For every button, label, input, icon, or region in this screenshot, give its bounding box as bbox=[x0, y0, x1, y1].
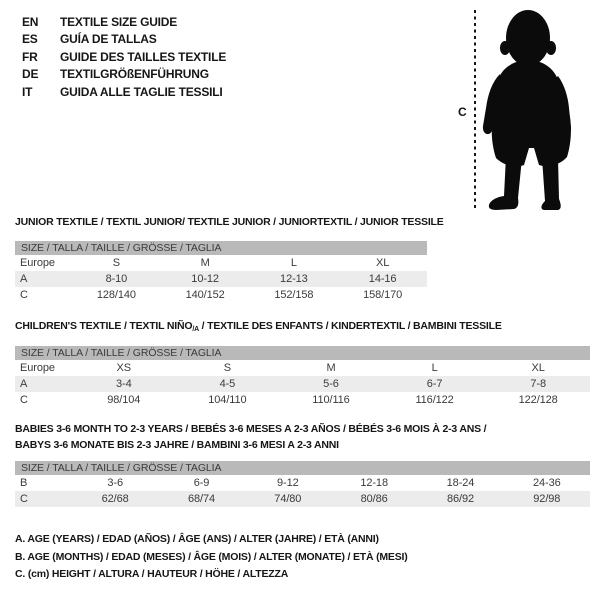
height-c-label: C bbox=[458, 105, 467, 119]
table-cell: 5-6 bbox=[323, 378, 339, 390]
language-code: DE bbox=[22, 67, 39, 82]
language-code: EN bbox=[22, 14, 39, 29]
table-row bbox=[15, 287, 427, 303]
children-title-post: / TEXTILE DES ENFANTS / KINDERTEXTIL / BAMBINI TESSILE bbox=[198, 320, 502, 332]
language-row-en bbox=[22, 13, 226, 31]
size-header-band: SIZE / TALLA / TAILLE / GRÖSSE / TAGLIA bbox=[15, 241, 427, 255]
table-cell: 62/68 bbox=[101, 493, 129, 505]
size-header-band: SIZE / TALLA / TAILLE / GRÖSSE / TAGLIA bbox=[15, 346, 590, 360]
language-row-it bbox=[22, 83, 226, 101]
table-row bbox=[15, 475, 590, 491]
baby-silhouette-icon bbox=[482, 8, 582, 213]
table-cell: 110/116 bbox=[312, 394, 350, 406]
language-title-list bbox=[22, 13, 226, 101]
table-cell: 86/92 bbox=[446, 493, 474, 505]
language-code: ES bbox=[22, 32, 38, 47]
table-cell: 4-5 bbox=[219, 378, 236, 390]
table-cell: L bbox=[431, 362, 438, 374]
row-label: B bbox=[20, 477, 28, 489]
table-cell: 8-10 bbox=[105, 273, 128, 285]
children-table-rows bbox=[15, 360, 590, 408]
height-measure-dashed-line bbox=[474, 10, 476, 210]
footnote-c: C. (cm) HEIGHT / ALTURA / HAUTEUR / HÖHE / ALTEZZA bbox=[15, 568, 289, 580]
table-cell: 6-9 bbox=[193, 477, 210, 489]
language-title: GUIDA ALLE TAGLIE TESSILI bbox=[60, 84, 223, 99]
table-cell: 98/104 bbox=[107, 394, 141, 406]
size-header-band: SIZE / TALLA / TAILLE / GRÖSSE / TAGLIA bbox=[15, 461, 590, 475]
children-section-title bbox=[15, 318, 502, 338]
language-row-fr bbox=[22, 48, 226, 66]
row-label: Europe bbox=[20, 362, 55, 374]
language-code: IT bbox=[22, 84, 33, 99]
table-cell: 128/140 bbox=[96, 289, 136, 301]
table-cell: S bbox=[223, 362, 232, 374]
table-cell: XL bbox=[531, 362, 545, 374]
table-cell: 104/110 bbox=[208, 394, 247, 406]
table-cell: 140/152 bbox=[185, 289, 225, 301]
table-cell: 80/86 bbox=[360, 493, 388, 505]
table-cell: 6-7 bbox=[426, 378, 443, 390]
table-row bbox=[15, 360, 590, 376]
junior-section-title: JUNIOR TEXTILE / TEXTIL JUNIOR/ TEXTILE JUNIOR / JUNIORTEXTIL / JUNIOR TESSILE bbox=[15, 216, 444, 228]
table-row bbox=[15, 392, 590, 408]
table-cell: 7-8 bbox=[530, 378, 546, 390]
language-title: TEXTILE SIZE GUIDE bbox=[60, 14, 178, 29]
footnote-a: A. AGE (YEARS) / EDAD (AÑOS) / ÂGE (ANS) / ALTER (JAHRE) / ETÀ (ANNI) bbox=[15, 533, 379, 545]
row-label: A bbox=[20, 378, 28, 390]
children-size-table bbox=[15, 346, 590, 408]
row-label: Europe bbox=[20, 257, 55, 269]
table-cell: M bbox=[200, 257, 210, 269]
table-cell: XS bbox=[116, 362, 132, 374]
language-title: TEXTILGRÖßENFÜHRUNG bbox=[60, 67, 209, 82]
language-row-es bbox=[22, 31, 226, 49]
row-label: C bbox=[20, 394, 28, 406]
row-label: C bbox=[20, 289, 28, 301]
table-cell: L bbox=[290, 257, 297, 269]
table-row bbox=[15, 271, 427, 287]
babies-table-rows bbox=[15, 475, 590, 507]
babies-section-title bbox=[15, 421, 486, 453]
babies-size-table bbox=[15, 461, 590, 507]
baby-height-figure bbox=[450, 5, 598, 217]
row-label: C bbox=[20, 493, 28, 505]
table-cell: 12-18 bbox=[360, 477, 388, 489]
table-cell: 12-13 bbox=[280, 273, 308, 285]
table-row bbox=[15, 491, 590, 507]
table-cell: 10-12 bbox=[191, 273, 219, 285]
row-label: A bbox=[20, 273, 28, 285]
children-title-pre: CHILDREN'S TEXTILE / TEXTIL NIÑO bbox=[15, 320, 193, 332]
babies-title-line1: BABIES 3-6 MONTH TO 2-3 YEARS / BEBÉS 3-6 MESES A 2-3 AÑOS / BÉBÉS 3-6 MOIS À 2-3 ANS / bbox=[15, 423, 487, 435]
footnotes bbox=[15, 531, 408, 584]
junior-table-rows bbox=[15, 255, 427, 303]
table-cell: 14-16 bbox=[368, 273, 397, 285]
table-row bbox=[15, 255, 427, 271]
table-cell: 24-36 bbox=[532, 477, 561, 489]
table-cell: 9-12 bbox=[277, 477, 299, 489]
table-cell: 158/170 bbox=[363, 289, 403, 301]
table-cell: 68/74 bbox=[187, 493, 215, 505]
table-cell: 116/122 bbox=[415, 394, 454, 406]
table-row bbox=[15, 376, 590, 392]
junior-size-table bbox=[15, 241, 427, 303]
table-cell: M bbox=[326, 362, 336, 374]
table-cell: 3-6 bbox=[107, 477, 123, 489]
babies-title-line2: BABYS 3-6 MONATE BIS 2-3 JAHRE / BAMBINI 3-6 MESI A 2-3 ANNI bbox=[15, 439, 339, 451]
table-cell: 3-4 bbox=[115, 378, 132, 390]
table-cell: 92/98 bbox=[533, 493, 561, 505]
language-title: GUIDE DES TAILLES TEXTILE bbox=[60, 49, 227, 64]
table-cell: 122/128 bbox=[518, 394, 558, 406]
table-cell: 74/80 bbox=[274, 493, 302, 505]
footnote-b: B. AGE (MONTHS) / EDAD (MESES) / ÂGE (MOIS) / ALTER (MONATE) / ETÀ (MESI) bbox=[15, 550, 408, 563]
language-title: GUÍA DE TALLAS bbox=[60, 32, 157, 47]
language-row-de bbox=[22, 66, 226, 84]
table-cell: XL bbox=[375, 257, 390, 269]
table-cell: 152/158 bbox=[274, 289, 314, 301]
table-cell: 18-24 bbox=[446, 477, 475, 489]
language-code: FR bbox=[22, 49, 38, 64]
children-title-sub: /A bbox=[192, 326, 199, 333]
table-cell: S bbox=[112, 257, 120, 269]
